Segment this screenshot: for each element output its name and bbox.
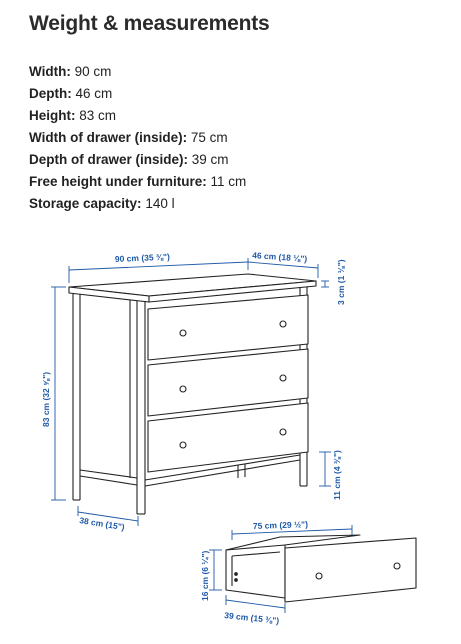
spec-value: 46 cm bbox=[75, 86, 113, 101]
label-free-height: 11 cm (4 ⅜") bbox=[332, 450, 342, 500]
spec-value: 140 l bbox=[145, 196, 175, 211]
label-depth: 46 cm (18 ⅛") bbox=[251, 250, 308, 264]
label-height: 83 cm (32 ⅝") bbox=[41, 371, 51, 427]
spec-value: 39 cm bbox=[191, 152, 229, 167]
spec-value: 90 cm bbox=[74, 64, 112, 79]
spec-label: Width: bbox=[29, 64, 71, 79]
spec-label: Free height under furniture: bbox=[29, 174, 207, 189]
spec-value: 83 cm bbox=[79, 108, 117, 123]
label-base-depth: 38 cm (15") bbox=[78, 515, 126, 533]
spec-label: Storage capacity: bbox=[29, 196, 142, 211]
spec-label: Width of drawer (inside): bbox=[29, 130, 188, 145]
label-drawer-width: 75 cm (29 ½") bbox=[252, 519, 309, 531]
spec-label: Height: bbox=[29, 108, 76, 123]
spec-label: Depth of drawer (inside): bbox=[29, 152, 189, 167]
label-top-thickness: 3 cm (1 ⅛") bbox=[336, 259, 346, 305]
label-drawer-height: 16 cm (6 ¼") bbox=[200, 550, 210, 601]
label-drawer-depth: 39 cm (15 ⅜") bbox=[223, 610, 280, 626]
label-width: 90 cm (35 ⅜") bbox=[114, 251, 171, 264]
dresser-drawing bbox=[69, 274, 316, 514]
drawer-detail-drawing bbox=[226, 535, 416, 602]
spec-value: 75 cm bbox=[190, 130, 228, 145]
section-title: Weight & measurements bbox=[29, 12, 270, 35]
spec-value: 11 cm bbox=[210, 174, 247, 189]
spec-label: Depth: bbox=[29, 86, 72, 101]
